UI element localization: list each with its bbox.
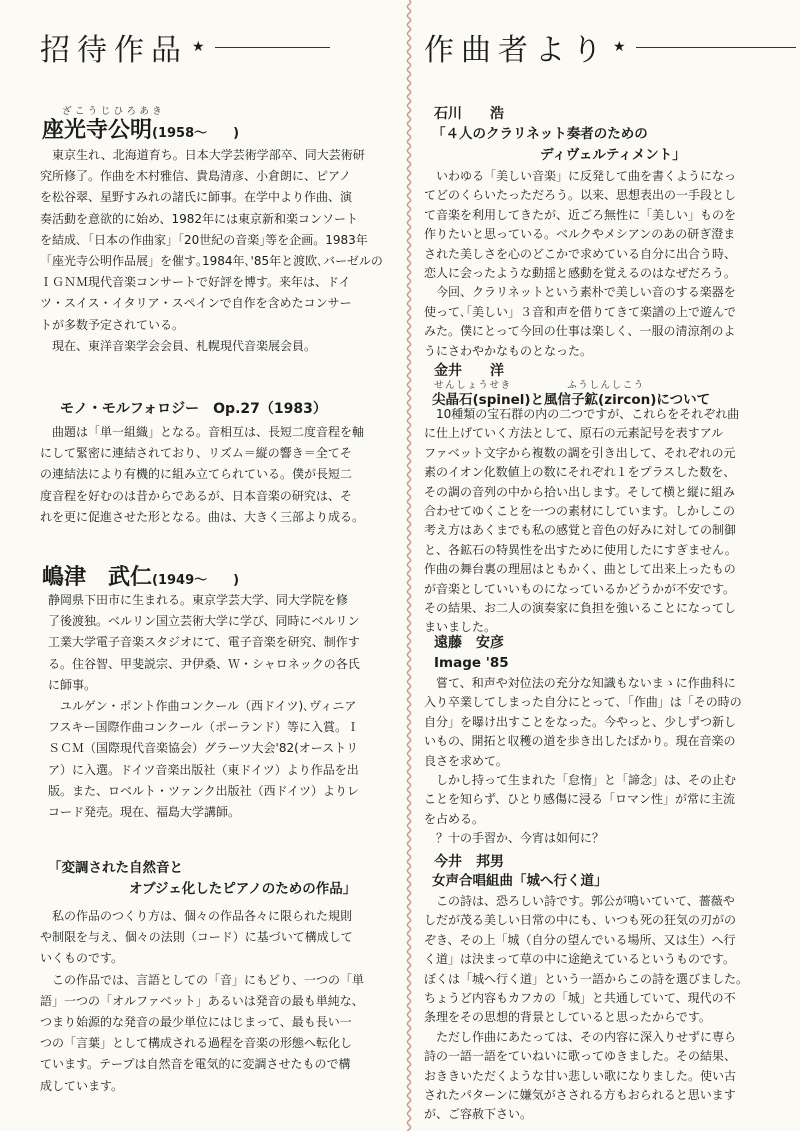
- composer-bio: [48, 590, 360, 823]
- text-line: にして緊密に連結されており、リズム＝縦の響き＝全てそ: [40, 446, 352, 461]
- bio-line: る。住谷智、甲斐説宗、尹伊桑、Ｗ・シャロネックの各氏: [48, 656, 360, 671]
- bio-line: に師事。: [48, 677, 97, 692]
- left-heading-title: 招待作品: [40, 33, 188, 68]
- bio-line: 版。また、ロベルト・ツァンク出版社（西ドイツ）よりレ: [48, 783, 360, 798]
- bio-line: 工業大学電子音楽スタジオにて、電子音楽を研究、制作す: [48, 635, 360, 650]
- text-line: 嘗て、和声や対位法の充分な知識もないまゝに作曲科に: [424, 676, 736, 690]
- text-line: ただし作曲にあたっては、その内容に深入りせずに専ら: [424, 1029, 737, 1044]
- bio-line: を結成､「日本の作曲家」｢20世紀の音楽｣等を企画。1983年: [40, 232, 368, 247]
- text-line: に仕上げていく方法として、原石の元素記号を表すアル: [424, 426, 724, 441]
- text-line: 語」一つの「オルファベット」あるいは発音の最も単純な、: [40, 993, 364, 1008]
- composer-name: 遠藤 安彦: [434, 635, 504, 651]
- text-line: 入り卒業してしまった自分にとって､「作曲」は「その時の: [424, 695, 742, 710]
- composer-dates: (1958〜 ): [152, 126, 240, 141]
- text-line: しかし持って生まれた「怠惰」と「諦念」は、その止む: [424, 772, 737, 787]
- text-line: 自分」を曝け出すことをなった。今やっと、少しずつ新し: [424, 714, 737, 729]
- work-description: [40, 422, 364, 528]
- text-line: されたパターンに嫌気がさされる方もおられると思います: [424, 1087, 736, 1102]
- text-line: の連結法により有機的に組み立てられている。僕が長短二: [40, 467, 353, 482]
- text-line: うにさわやかなものとなった。: [424, 343, 593, 358]
- text-line: 成しています。: [40, 1078, 124, 1093]
- text-line: 10種類の宝石群の内の二つですが、これらをそれぞれ曲: [424, 407, 740, 421]
- bio-line: 奏活動を意欲的に始め、1982年には東京新和楽コンソート: [40, 211, 359, 226]
- right-heading: [424, 22, 796, 72]
- composer-name: 金井 洋: [434, 363, 504, 379]
- work-title: [432, 124, 686, 166]
- text-line: その調の音列の中から拾い出します。そして横と縦に組み: [424, 484, 736, 499]
- title-line: ディヴェルティメント」: [432, 147, 686, 163]
- star-icon: ★: [613, 39, 626, 55]
- bio-line: トが多数予定されている。: [40, 317, 185, 332]
- text-line: ファベット文字から複数の調を引き出して、それぞれの元: [424, 445, 736, 460]
- text-line: 使って､｢美しい」３音和声を借りてきて楽譜の上で遊んで: [424, 304, 737, 319]
- text-line: いくものです。: [40, 951, 124, 966]
- bio-line: 究所修了。作曲を木村雅信、貴島清彦、小倉朗に、ピアノ: [40, 169, 352, 184]
- text-line: された美しさを心のどこかで求めている自分に出合う時、: [424, 246, 737, 261]
- text-line: 曲題は「単一組織」となる。音相互は、長短二度音程を軸: [40, 425, 365, 439]
- text-line: ちょうど内容もカフカの「城」と共通していて、現代の不: [424, 990, 736, 1005]
- title-line: 女声合唱組曲「城へ行く道」: [432, 873, 608, 889]
- text-line: つの「言葉」として構成される過程を音楽の形態へ転化し: [40, 1036, 353, 1051]
- text-line: いもの、開拓と収穫の道を歩き出したばかり。現在音楽の: [424, 734, 736, 749]
- text-line: ぞき、その上「城（自分の望んでいる場所、又は生）へ行: [424, 932, 736, 947]
- work-title: [48, 858, 356, 900]
- bio-line: ＳＣＭ（国際現代音楽協会）グラーツ大会'82(オーストリ: [48, 741, 359, 756]
- bio-line: 現在、東洋音楽学会会員、札幌現代音楽展会員。: [40, 338, 317, 353]
- composer-name-text: 座光寺公明: [42, 118, 153, 143]
- bio-line: コード発売。現在、福島大学講師。: [48, 804, 241, 819]
- text-line: 条理をその思想的背景としていると思ったからです。: [424, 1010, 711, 1025]
- composer-name-text: 嶋津 武仁: [42, 565, 153, 590]
- text-line: 素のイオン化数値上の数にそれぞれ１をプラスした数を、: [424, 465, 736, 480]
- text-line: つまり始源的な発音の最少単位にはじまって、最も長い一: [40, 1014, 352, 1029]
- text-line: 作りたいと思っている。ベルクやメシアンのあの研ぎ澄ま: [424, 227, 736, 242]
- text-line: しだが茂る美しい日常の中にも、いつも死の狂気の刃がの: [424, 913, 737, 928]
- composer-reading: ざこうじひろあき: [62, 106, 166, 117]
- bio-line: ＩＧＮＭ現代音楽コンサートで好評を博す。来年は、ドイ: [40, 275, 351, 290]
- composer-name: [42, 118, 239, 147]
- work-description: [424, 892, 748, 1125]
- title-line: 尖晶石(spinel)と風信子鉱(zircon)について: [432, 392, 711, 408]
- work-description: [424, 674, 742, 849]
- text-line: と、各鉱石の特異性を出すために使用したにすぎません。: [424, 542, 737, 557]
- text-line: や制限を与え、個々の法則（コード）に基づいて構成して: [40, 930, 353, 945]
- composer-name: 今井 邦男: [434, 854, 504, 870]
- bio-line: フスキー国際作曲コンクール（ポーランド）等に入賞。Ｉ: [48, 720, 360, 735]
- text-line: ことを知らず、ひとり感傷に浸る「ロマン性」が常に主流: [424, 792, 736, 807]
- right-heading-title: 作曲者より: [424, 33, 609, 68]
- work-description: [424, 167, 736, 361]
- composer-name: 石川 浩: [434, 106, 504, 122]
- bio-line: を松谷翠、星野すみれの諸氏に師事。在学中より作曲、演: [40, 190, 353, 205]
- work-title-reading: せんしょうせき ふうしんしこう: [434, 380, 645, 391]
- bio-line: 了後渡独。ベルリン国立芸術大学に学び、同時にベルリン: [48, 614, 360, 629]
- text-line: みた。僕にとって今回の仕事は楽しく、一服の清涼剤のよ: [424, 324, 736, 339]
- text-line: この詩は、恐ろしい詩です。郭公が鳴いていて、薔薇や: [424, 894, 735, 908]
- work-title: [434, 653, 509, 674]
- bio-line: ユルゲン・ポント作曲コンクール（西ドイツ)､ヴィニア: [48, 698, 357, 713]
- work-title: モノ・モルフォロジー Op.27（1983）: [60, 401, 327, 417]
- text-line: て音楽を利用してきたが、近ごろ無性に「美しい」ものを: [424, 207, 737, 222]
- text-line: まいました。: [424, 620, 497, 635]
- text-line: が音楽としていいものになっているかどうかが不安です。: [424, 581, 736, 596]
- text-line: いわゆる「美しい音楽」に反発して曲を書くようになっ: [424, 169, 737, 183]
- bio-line: 静岡県下田市に生まれる。東京学芸大学、同大学院を修: [48, 593, 349, 607]
- text-line: ぼくは「城へ行く道」という一語からこの詩を選びました。: [424, 971, 749, 986]
- text-line: 詩の一語一語をていねいに歌ってゆきました。その結果、: [424, 1049, 737, 1064]
- title-line: オブジェ化したピアノのための作品」: [48, 881, 357, 897]
- text-line: おききいただくような甘い悲しい歌になりました。使い古: [424, 1068, 737, 1083]
- text-line: 度音程を好むのは昔からであるが、日本音楽の研究は、そ: [40, 488, 352, 503]
- text-line: 考え方はあくまでも私の感覚と音色の好みに対しての制御: [424, 523, 737, 538]
- star-icon: ★: [192, 39, 205, 55]
- text-line: が、ご容赦下さい。: [424, 1107, 533, 1122]
- text-line: を占める。: [424, 811, 485, 826]
- text-line: ？十の手習か、今宵は如何に？: [424, 831, 605, 846]
- text-line: 恋人に会ったような動揺と感動を覚えるのはなぜだろう。: [424, 265, 737, 280]
- composer-dates: (1949〜 ): [152, 573, 240, 588]
- work-title: [432, 871, 608, 892]
- bio-line: ア）に入選。ドイツ音楽出版社（東ドイツ）より作品を出: [48, 762, 359, 777]
- title-line: 「４人のクラリネット奏者のための: [432, 126, 648, 142]
- heading-rule: [636, 47, 796, 48]
- text-line: 作曲の舞台裏の理屈はともかく、曲として出来上ったもの: [424, 562, 736, 577]
- text-line: その結果、お二人の演奏家に負担を強いることになってし: [424, 600, 737, 615]
- text-line: ています。テープは自然音を電気的に変調させたもので構: [40, 1057, 351, 1072]
- work-description: [424, 405, 739, 638]
- text-line: れを更に促進させた形となる。曲は、大きく三部より成る。: [40, 509, 365, 524]
- bio-line: 東京生れ、北海道育ち。日本大学芸術学部卒、同大芸術研: [40, 148, 365, 162]
- text-line: 今回、クラリネットという素朴で美しい音のする楽器を: [424, 285, 736, 300]
- text-line: てどのくらいたっただろう。以来、思想表出の一手段とし: [424, 188, 737, 203]
- text-line: く道」は決まって草の中に途絶えているというものです。: [424, 952, 736, 967]
- text-line: この作品では、言語としての「音」にもどり、一つの「単: [40, 972, 365, 987]
- left-heading: [40, 22, 330, 72]
- text-line: 私の作品のつくり方は、個々の作品各々に限られた規則: [40, 909, 353, 923]
- text-line: 良さを求めて。: [424, 753, 508, 768]
- bio-line: ツ・スイス・イタリア・スペインで自作を含めたコンサー: [40, 296, 352, 311]
- text-line: 合わせてゆくことを一つの素材にしています。しかしこの: [424, 503, 736, 518]
- heading-rule: [215, 47, 330, 48]
- work-description: [40, 906, 364, 1097]
- composer-bio: [40, 145, 383, 357]
- bio-line: 「座光寺公明作品展」を催す｡1984年､'85年と渡欧､バーゼルの: [40, 253, 383, 268]
- title-line: 「変調された自然音と: [48, 860, 183, 876]
- column-divider: [394, 0, 424, 1131]
- title-line: Image '85: [434, 655, 509, 671]
